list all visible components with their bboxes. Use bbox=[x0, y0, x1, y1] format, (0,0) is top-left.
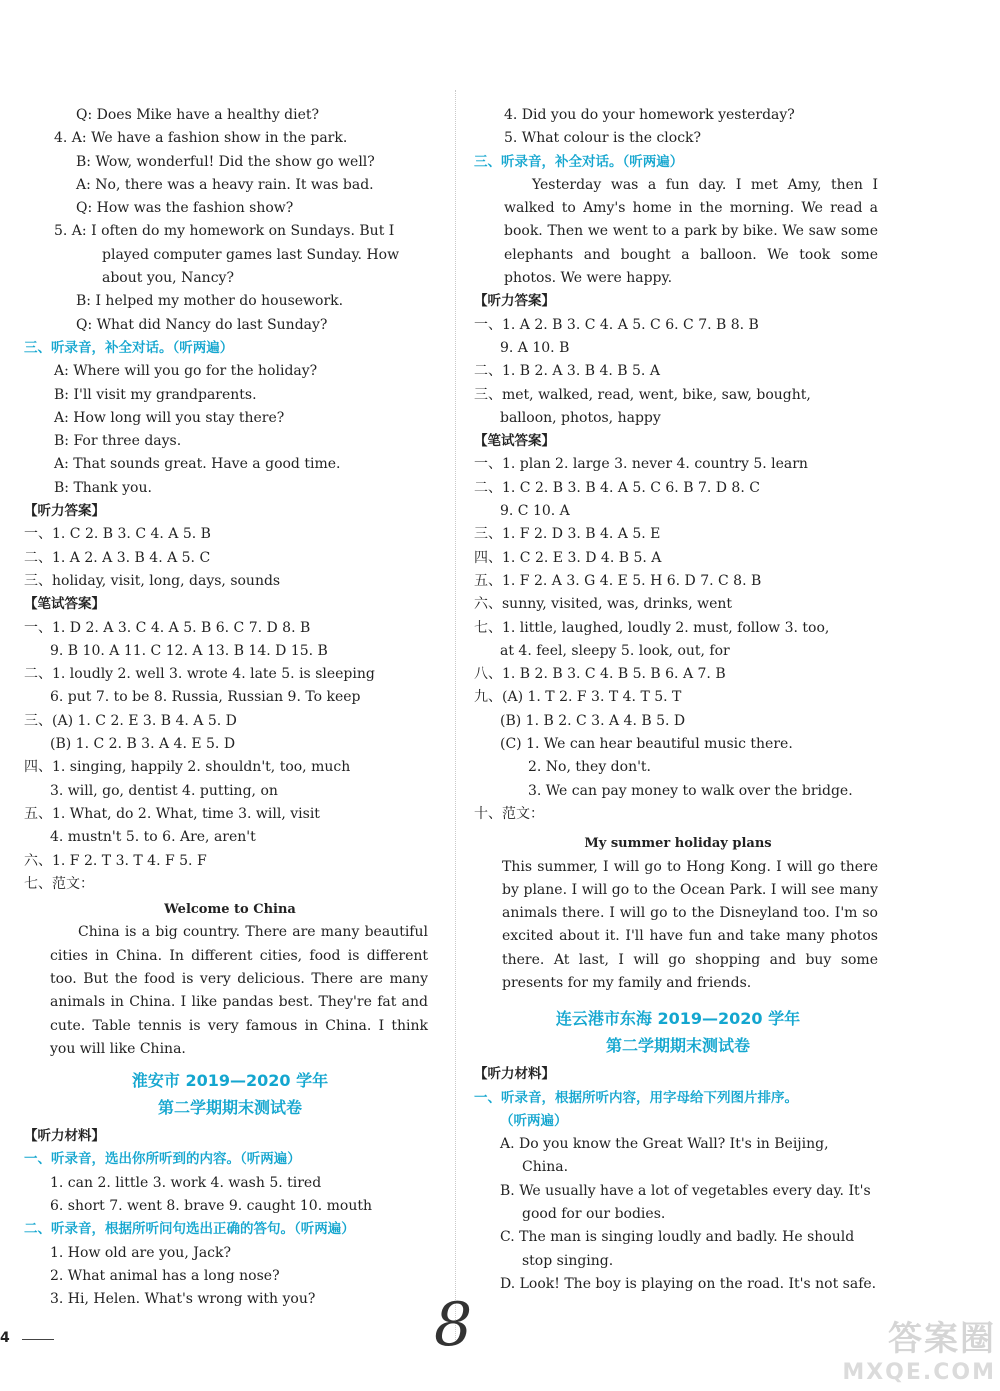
left-lines-line: 3. will, go, dentist 4. putting, on bbox=[50, 782, 278, 799]
left-tail-line: 6. short 7. went 8. brave 9. caught 10. mouth bbox=[50, 1198, 372, 1215]
right-tail-line: China. bbox=[522, 1159, 569, 1176]
left-tail-line: 一、听录音，选出你所听到的内容。（听两遍） bbox=[24, 1151, 301, 1168]
page-number: 4 bbox=[0, 1330, 10, 1346]
right-answers-line: 3. We can pay money to walk over the bridge. bbox=[528, 782, 853, 799]
column-divider bbox=[455, 90, 456, 1340]
right-section-title-1: 连云港市东海 2019—2020 学年 bbox=[555, 1009, 801, 1029]
left-column bbox=[24, 104, 436, 1312]
right-tail-line: A. Do you know the Great Wall? It's in Beijing, bbox=[500, 1136, 829, 1153]
left-lines-line: B: I'll visit my grandparents. bbox=[54, 386, 257, 403]
left-tail-line: 1. How old are you, Jack? bbox=[50, 1244, 232, 1261]
left-lines-line: 四、1. singing, happily 2. shouldn't, too, much bbox=[24, 759, 351, 776]
right-section-title-2: 第二学期期末测试卷 bbox=[605, 1036, 750, 1056]
right-tail-line: C. The man is singing loudly and badly. He should bbox=[500, 1229, 855, 1246]
right-tail-line: good for our bodies. bbox=[522, 1206, 666, 1223]
left-essay-title: Welcome to China bbox=[164, 902, 296, 918]
left-lines-line: 【笔试答案】 bbox=[24, 596, 105, 613]
watermark-bottom: MXQE.COM bbox=[842, 1360, 996, 1385]
left-lines-line: 六、1. F 2. T 3. T 4. F 5. F bbox=[24, 852, 207, 869]
left-lines-line: played computer games last Sunday. How bbox=[102, 246, 400, 263]
left-lines-line: 5. A: I often do my homework on Sundays. But I bbox=[54, 223, 395, 240]
right-answers-line: 九、(A) 1. T 2. F 3. T 4. T 5. T bbox=[474, 689, 682, 706]
right-tail-line: 【听力材料】 bbox=[474, 1066, 555, 1083]
right-column bbox=[474, 104, 882, 1296]
right-tail-line: D. Look! The boy is playing on the road. It's not safe. bbox=[500, 1275, 877, 1292]
left-lines-line: A: Where will you go for the holiday? bbox=[54, 363, 318, 380]
left-lines-line: Q: How was the fashion show? bbox=[76, 200, 294, 217]
right-tail-line: B. We usually have a lot of vegetables every day. It's bbox=[500, 1182, 871, 1199]
left-lines-line: 一、1. D 2. A 3. C 4. A 5. B 6. C 7. D 8. B bbox=[24, 619, 311, 636]
right-tail-line: 一、听录音，根据所听内容，用字母给下列图片排序。 bbox=[474, 1089, 798, 1106]
left-lines-line: A: That sounds great. Have a good time. bbox=[54, 456, 341, 473]
right-essay-title: My summer holiday plans bbox=[584, 836, 772, 852]
left-section-title-1: 淮安市 2019—2020 学年 bbox=[131, 1071, 329, 1091]
right-answers-line: 一、1. A 2. B 3. C 4. A 5. C 6. C 7. B 8. B bbox=[474, 316, 759, 333]
left-lines-line: 三、holiday, visit, long, days, sounds bbox=[24, 572, 281, 589]
right-answers-line: 二、1. C 2. B 3. B 4. A 5. C 6. B 7. D 8. C bbox=[474, 479, 760, 496]
left-lines-line: 9. B 10. A 11. C 12. A 13. B 14. D 15. B bbox=[50, 642, 328, 659]
right-answers-line: 十、范文： bbox=[474, 805, 544, 822]
left-tail-line: 【听力材料】 bbox=[24, 1128, 105, 1145]
watermark-logo bbox=[800, 1311, 996, 1387]
right-answers-line: 一、1. plan 2. large 3. never 4. country 5. learn bbox=[474, 456, 808, 473]
left-lines bbox=[24, 104, 436, 896]
right-answers-line: 2. No, they don't. bbox=[528, 759, 652, 776]
left-tail-line: 3. Hi, Helen. What's wrong with you? bbox=[50, 1291, 316, 1308]
left-section-title-2: 第二学期期末测试卷 bbox=[157, 1098, 302, 1118]
right-lines-line: 5. What colour is the clock? bbox=[504, 130, 702, 147]
left-lines-line: A: How long will you stay there? bbox=[54, 409, 285, 426]
right-answers-line: 9. C 10. A bbox=[500, 503, 570, 520]
right-tail-line: stop singing. bbox=[522, 1252, 614, 1269]
left-lines-line: 4. A: We have a fashion show in the park. bbox=[54, 130, 348, 147]
left-lines-line: 五、1. What, do 2. What, time 3. will, visit bbox=[24, 805, 320, 822]
right-answer-lines bbox=[474, 290, 882, 826]
left-lines-line: B: Thank you. bbox=[54, 479, 152, 496]
right-answers-line: balloon, photos, happy bbox=[500, 409, 661, 426]
right-answers-line: at 4. feel, sleepy 5. look, out, for bbox=[500, 642, 730, 659]
watermark-top: 答案圈 bbox=[888, 1319, 996, 1359]
left-lines-line: 【听力答案】 bbox=[24, 503, 105, 520]
left-lines-line: 三、听录音，补全对话。（听两遍） bbox=[24, 339, 234, 356]
right-answers-line: (C) 1. We can hear beautiful music there. bbox=[500, 736, 793, 753]
right-essay: This summer, I will go to Hong Kong. I will go there by plane. I will go to the Ocean Park. I will see many animals there. I will go to the Disneyland too. I'm so excited about it. I'll have fun and take many photos there. At last, I will go shopping and buy some presents for my family and friends. bbox=[502, 858, 878, 991]
right-answers-line: 五、1. F 2. A 3. G 4. E 5. H 6. D 7. C 8. B bbox=[474, 572, 762, 589]
left-lines-line: about you, Nancy? bbox=[102, 270, 234, 287]
right-answers-line: 三、1. F 2. D 3. B 4. A 5. E bbox=[474, 526, 661, 543]
left-lines-line: Q: Does Mike have a healthy diet? bbox=[76, 107, 320, 123]
left-lines-line: (B) 1. C 2. B 3. A 4. E 5. D bbox=[50, 736, 236, 753]
right-answers-line: 七、1. little, laughed, loudly 2. must, follow 3. too, bbox=[474, 619, 830, 636]
left-lines-line: 4. mustn't 5. to 6. Are, aren't bbox=[50, 829, 256, 846]
left-lines-line: 二、1. A 2. A 3. B 4. A 5. C bbox=[24, 549, 211, 566]
left-lines-line: B: I helped my mother do housework. bbox=[76, 293, 344, 310]
left-lines-line: B: For three days. bbox=[54, 433, 182, 450]
left-tail-line: 二、听录音，根据所听问句选出正确的答句。（听两遍） bbox=[24, 1221, 355, 1238]
left-lines-line: B: Wow, wonderful! Did the show go well? bbox=[76, 153, 375, 170]
right-lines-line: 4. Did you do your homework yesterday? bbox=[504, 107, 795, 123]
left-lines-line: Q: What did Nancy do last Sunday? bbox=[76, 316, 328, 333]
left-lines-line: 6. put 7. to be 8. Russia, Russian 9. To keep bbox=[50, 689, 361, 706]
right-lines bbox=[474, 104, 882, 174]
right-answers-line: 9. A 10. B bbox=[500, 339, 570, 356]
right-answers-line: 六、sunny, visited, was, drinks, went bbox=[474, 596, 733, 613]
right-lines-line: 三、听录音，补全对话。（听两遍） bbox=[474, 153, 684, 170]
left-lines-line: 一、1. C 2. B 3. C 4. A 5. B bbox=[24, 526, 211, 543]
right-answers-line: 二、1. B 2. A 3. B 4. B 5. A bbox=[474, 363, 660, 380]
right-answers-line: 八、1. B 2. B 3. C 4. B 5. B 6. A 7. B bbox=[474, 666, 726, 683]
right-answers-line: 【笔试答案】 bbox=[474, 433, 555, 450]
right-answers-line: 三、met, walked, read, went, bike, saw, bought, bbox=[474, 386, 811, 403]
left-tail-line: 2. What animal has a long nose? bbox=[50, 1267, 280, 1284]
left-tail-line: 1. can 2. little 3. work 4. wash 5. tired bbox=[50, 1174, 322, 1191]
right-answers-line: (B) 1. B 2. C 3. A 4. B 5. D bbox=[500, 712, 686, 729]
left-lines-line: 三、(A) 1. C 2. E 3. B 4. A 5. D bbox=[24, 712, 237, 729]
right-tail-line: （听两遍） bbox=[500, 1112, 568, 1129]
right-answers-line: 四、1. C 2. E 3. D 4. B 5. A bbox=[474, 549, 662, 566]
page-number-rule bbox=[22, 1339, 54, 1340]
left-lines-line: 二、1. loudly 2. well 3. wrote 4. late 5. is sleeping bbox=[24, 666, 375, 683]
left-tail-lines bbox=[24, 1125, 436, 1311]
right-dialogue: Yesterday was a fun day. I met Amy, then I walked to Amy's home in the morning. We read a book. Then we went to a park by bike. We saw some elephants and bought a balloon. We took some photos. We were happy. bbox=[504, 176, 878, 287]
left-lines-line: A: No, there was a heavy rain. It was bad. bbox=[76, 176, 374, 193]
left-essay: China is a big country. There are many beautiful cities in China. In different cities, food is different too. But the food is very delicious. There are many animals in China. I like pandas best. They're fat and cute. Table tennis is very famous in China. I think you will like China. bbox=[50, 924, 428, 1057]
left-lines-line: 七、范文： bbox=[24, 875, 94, 892]
handwritten-mark: 8 bbox=[434, 1290, 473, 1360]
right-tail-lines bbox=[474, 1063, 882, 1296]
right-answers-line: 【听力答案】 bbox=[474, 293, 555, 310]
